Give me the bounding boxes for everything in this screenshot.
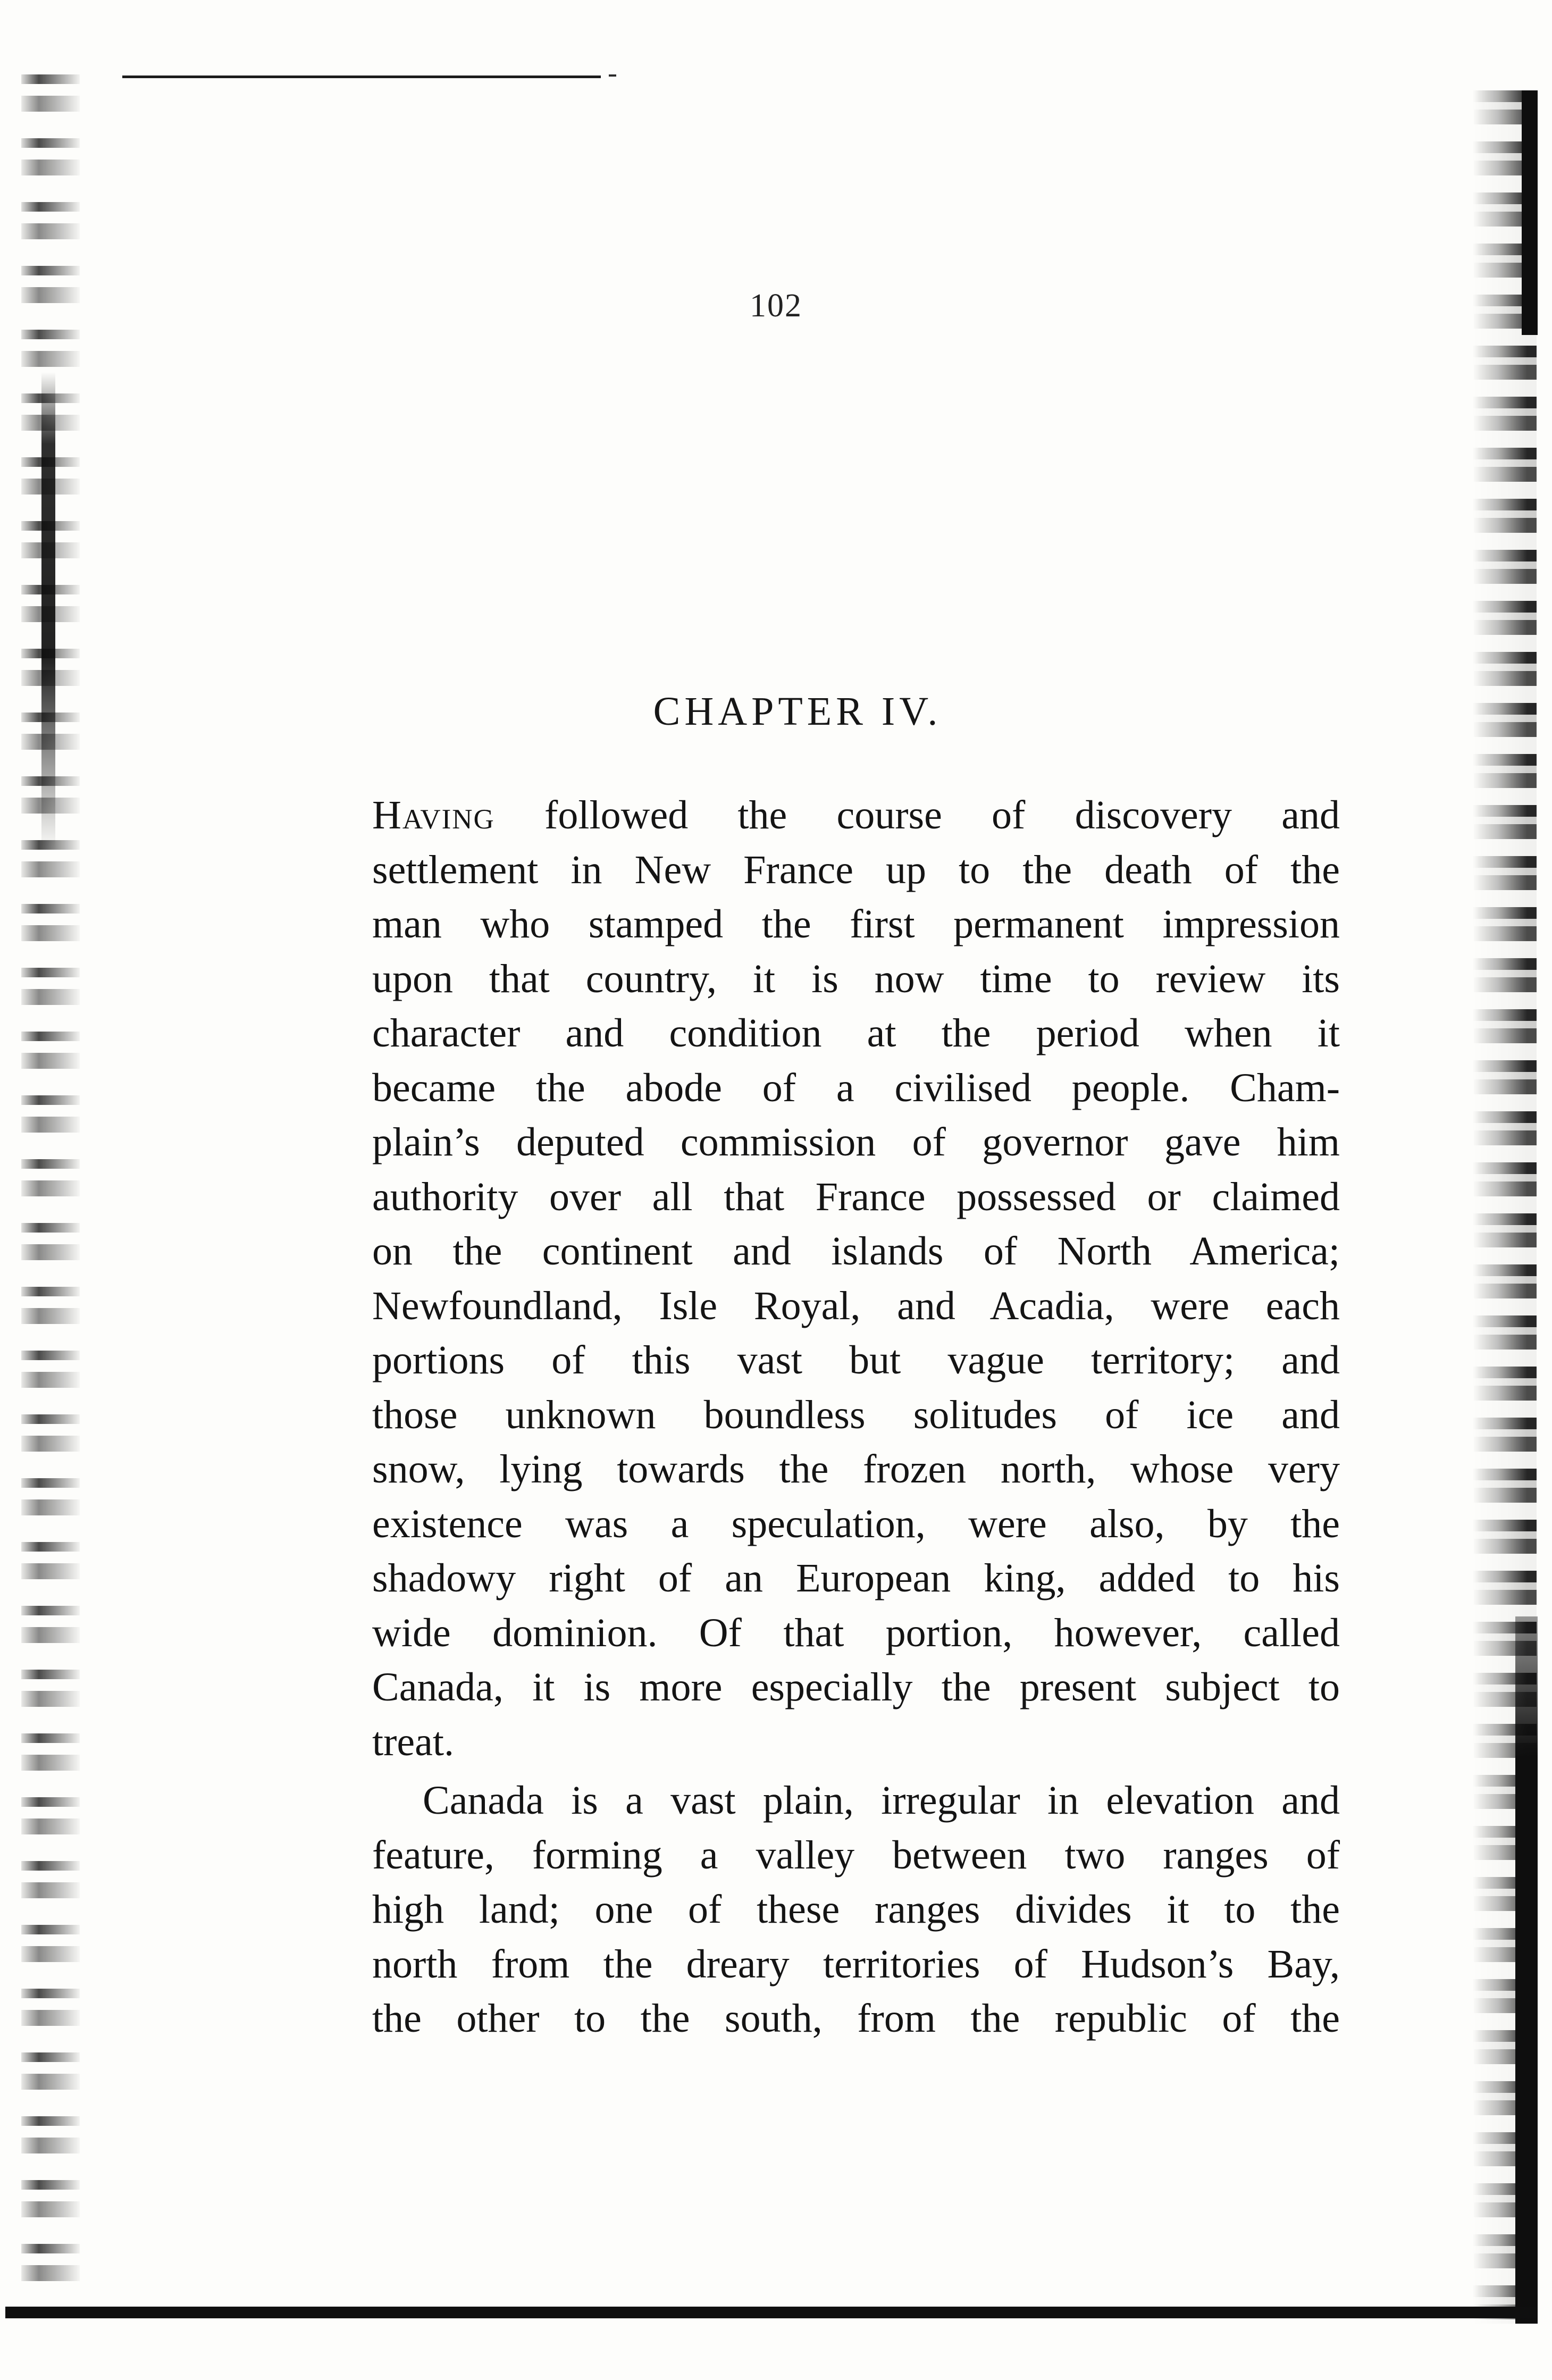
paragraph-line: the other to the south, from the republic of the xyxy=(372,1996,1340,2041)
paragraph-line: settlement in New France up to the death of the xyxy=(372,847,1340,892)
scan-left-edge-band xyxy=(41,372,55,851)
paragraph-line: north from the dreary territories of Hudson’s Bay, xyxy=(372,1941,1340,1987)
lead-word: Having xyxy=(372,793,495,837)
scan-top-rule-mark xyxy=(609,74,616,77)
paragraph-line: portions of this vast but vague territory; and xyxy=(372,1338,1340,1382)
paragraph-line xyxy=(372,788,1340,843)
paragraph-line: Canada is a vast plain, irregular in elevation and xyxy=(423,1778,1340,1823)
paragraph-line: became the abode of a civilised people. Cham- xyxy=(372,1065,1340,1110)
body-text xyxy=(372,788,1340,2046)
paragraph-line: character and condition at the period when it xyxy=(372,1011,1340,1055)
paragraph-1 xyxy=(372,788,1340,1769)
paragraph-line: feature, forming a valley between two ranges of xyxy=(372,1832,1340,1878)
paragraph-line: Newfoundland, Isle Royal, and Acadia, were each xyxy=(372,1283,1340,1328)
paragraph-line: high land; one of these ranges divides it to the xyxy=(372,1887,1340,1932)
page-number: 102 xyxy=(750,288,802,324)
scan-top-rule xyxy=(122,76,601,78)
line-text: followed the course of discovery and xyxy=(494,793,1340,837)
paragraph-line: shadowy right of an European king, added to his xyxy=(372,1556,1340,1600)
paragraph-2 xyxy=(372,1773,1340,2046)
paragraph-line: authority over all that France possessed or claimed xyxy=(372,1174,1340,1219)
paragraph-line: treat. xyxy=(372,1719,455,1764)
chapter-heading: CHAPTER IV. xyxy=(653,689,942,734)
scan-bottom-rule xyxy=(5,2307,1537,2318)
paragraph-line: snow, lying towards the frozen north, whose very xyxy=(372,1447,1340,1491)
paragraph-line: plain’s deputed commission of governor gave him xyxy=(372,1120,1340,1164)
paragraph-line: upon that country, it is now time to review its xyxy=(372,956,1340,1001)
scan-right-edge-band-bottom xyxy=(1515,1616,1538,2324)
paragraph-line: man who stamped the first permanent impression xyxy=(372,902,1340,946)
paragraph-line: Canada, it is more especially the present subject to xyxy=(372,1665,1340,1709)
paragraph-line: wide dominion. Of that portion, however, called xyxy=(372,1610,1340,1655)
paragraph-line: on the continent and islands of North America; xyxy=(372,1229,1340,1273)
paragraph-line: those unknown boundless solitudes of ice and xyxy=(372,1392,1340,1437)
paragraph-line: existence was a speculation, were also, by the xyxy=(372,1501,1340,1546)
